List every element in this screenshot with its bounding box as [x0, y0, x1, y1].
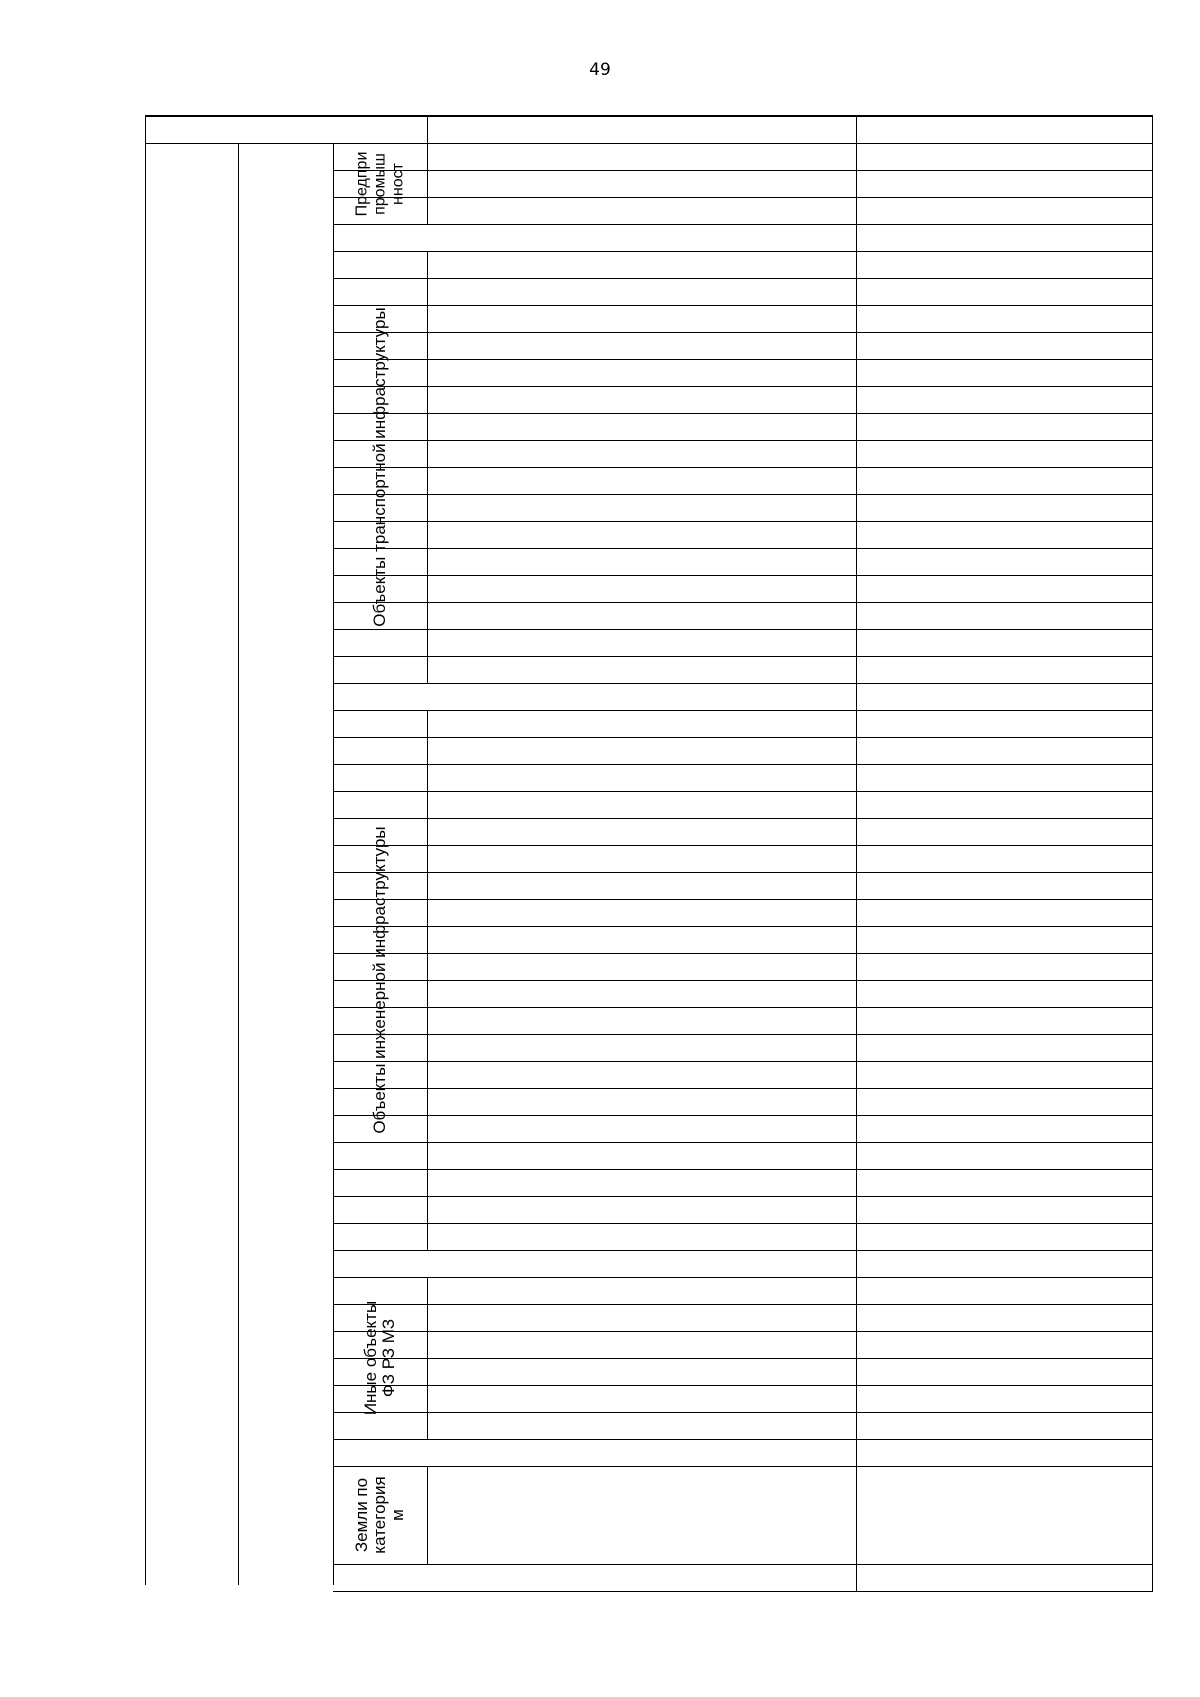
vertical-label-other-objects: Иные объекты ФЗ РЗ МЗ — [361, 1300, 398, 1416]
table-col-left-border — [427, 737, 428, 765]
table-name-cell — [431, 170, 854, 197]
table-name-cell — [431, 521, 854, 548]
table-name-cell — [431, 1223, 854, 1250]
description-cell — [858, 899, 1150, 926]
table-col-left-border — [427, 1331, 428, 1359]
table-col-left-border — [427, 386, 428, 414]
table-name-cell — [431, 251, 854, 278]
table-col-left-border — [427, 629, 428, 657]
description-cell — [858, 683, 1150, 710]
table-col-left-border — [427, 1358, 428, 1386]
description-cell — [858, 1061, 1150, 1088]
description-cell — [858, 1385, 1150, 1412]
table-col-left-border — [427, 1061, 428, 1089]
description-cell — [858, 1564, 1150, 1591]
table-name-cell — [431, 1169, 854, 1196]
description-cell — [858, 467, 1150, 494]
table-col-left-border — [427, 413, 428, 441]
table-col-left-border — [427, 845, 428, 873]
description-cell — [858, 1412, 1150, 1439]
description-cell — [858, 1223, 1150, 1250]
description-cell — [858, 1358, 1150, 1385]
table-col-left-border — [427, 332, 428, 360]
table-name-cell — [431, 1277, 854, 1304]
table-col-left-border — [427, 1007, 428, 1035]
table-col-left-border — [427, 710, 428, 738]
row-border — [333, 1591, 1153, 1592]
table-name-cell — [431, 1304, 854, 1331]
table-name-cell — [431, 1385, 854, 1412]
group-col-divider-1 — [238, 143, 239, 1585]
description-cell — [858, 1115, 1150, 1142]
table-col-left-border — [427, 359, 428, 387]
table-name-cell — [431, 899, 854, 926]
description-cell — [858, 1034, 1150, 1061]
table-col-left-border — [427, 305, 428, 333]
table-name-cell — [431, 1115, 854, 1142]
description-cell — [858, 278, 1150, 305]
table-col-left-border — [427, 764, 428, 792]
vertical-label-lands: Земли по категория м — [352, 1476, 407, 1554]
description-cell — [858, 521, 1150, 548]
description-cell — [858, 980, 1150, 1007]
table-right-border — [1152, 115, 1153, 1592]
table-col-left-border — [427, 1277, 428, 1305]
group-row-label — [337, 1439, 854, 1466]
description-cell — [858, 1169, 1150, 1196]
table-col-left-border — [427, 1223, 428, 1251]
description-cell — [858, 1196, 1150, 1223]
header-table — [427, 117, 856, 144]
description-cell — [858, 413, 1150, 440]
description-cell — [858, 332, 1150, 359]
table-name-cell — [431, 872, 854, 899]
vertical-label-transport: Объекты транспортной инфраструктуры — [370, 307, 389, 627]
description-cell — [858, 494, 1150, 521]
table-name-cell — [431, 467, 854, 494]
table-name-cell — [431, 764, 854, 791]
description-cell — [858, 926, 1150, 953]
group-row-label — [337, 683, 854, 710]
table-col-left-border — [427, 494, 428, 522]
table-name-cell — [431, 278, 854, 305]
table-name-cell — [431, 791, 854, 818]
header-description — [856, 117, 1152, 144]
table-name-cell — [431, 602, 854, 629]
description-cell — [858, 1007, 1150, 1034]
table-name-cell — [431, 386, 854, 413]
table-col-left-border — [427, 575, 428, 603]
description-cell — [858, 845, 1150, 872]
description-cell — [858, 1088, 1150, 1115]
table-col-left-border — [427, 899, 428, 927]
group-row-label — [337, 224, 854, 251]
description-cell — [858, 602, 1150, 629]
description-cell — [858, 1277, 1150, 1304]
group-row-label — [337, 1564, 854, 1591]
table-col-left-border — [427, 602, 428, 630]
group-row-label — [337, 1250, 854, 1277]
table-col-left-border — [427, 278, 428, 306]
description-cell — [858, 872, 1150, 899]
header-divider-table — [427, 115, 428, 143]
table-name-cell — [431, 1142, 854, 1169]
description-cell — [858, 1331, 1150, 1358]
table-name-cell — [431, 440, 854, 467]
table-name-cell — [431, 1034, 854, 1061]
vertical-label-engineering: Объекты инженерной инфраструктуры — [370, 826, 389, 1134]
table-col-left-border — [427, 1304, 428, 1332]
table-col-left-border — [427, 791, 428, 819]
vertical-label-enterprise: Предпри промыш нност — [353, 151, 406, 216]
table-col-left-border — [427, 953, 428, 981]
description-cell — [858, 1304, 1150, 1331]
description-cell — [858, 1250, 1150, 1277]
description-cell — [858, 710, 1150, 737]
table-name-cell — [431, 1007, 854, 1034]
description-cell — [858, 197, 1150, 224]
table-name-cell — [431, 818, 854, 845]
description-cell — [858, 737, 1150, 764]
table-name-cell — [431, 143, 854, 170]
description-cell — [858, 1466, 1150, 1564]
table-name-cell — [431, 629, 854, 656]
table-col-left-border — [427, 251, 428, 279]
table-name-cell — [431, 197, 854, 224]
table-name-cell — [431, 1358, 854, 1385]
table-col-left-border — [427, 1169, 428, 1197]
table-name-cell — [431, 1061, 854, 1088]
table-name-cell — [431, 413, 854, 440]
description-cell — [858, 386, 1150, 413]
table-col-left-border — [427, 1115, 428, 1143]
header-group — [145, 117, 427, 144]
table-name-cell — [431, 1331, 854, 1358]
table-col-left-border — [427, 1142, 428, 1170]
table-col-left-border — [427, 1196, 428, 1224]
table-name-cell — [431, 953, 854, 980]
table-col-left-border — [427, 521, 428, 549]
table-name-cell — [431, 1196, 854, 1223]
description-cell — [858, 548, 1150, 575]
description-cell — [858, 1142, 1150, 1169]
description-cell — [858, 251, 1150, 278]
table-name-cell — [431, 845, 854, 872]
table-col-left-border — [427, 980, 428, 1008]
group-col-left-border — [145, 115, 146, 1585]
description-cell — [858, 143, 1150, 170]
table-col-left-border — [427, 1412, 428, 1440]
table-name-cell — [431, 305, 854, 332]
table-name-cell — [431, 359, 854, 386]
description-cell — [858, 224, 1150, 251]
table-col-left-border — [427, 1088, 428, 1116]
table-name-cell — [431, 494, 854, 521]
description-cell — [858, 170, 1150, 197]
table-col-left-border — [427, 548, 428, 576]
description-cell — [858, 656, 1150, 683]
table-name-cell — [431, 926, 854, 953]
description-cell — [858, 818, 1150, 845]
table-name-cell — [431, 548, 854, 575]
description-col-left-border — [856, 115, 857, 1591]
description-cell — [858, 359, 1150, 386]
table-col-left-border — [427, 1385, 428, 1413]
description-cell — [858, 629, 1150, 656]
table-name-cell — [431, 1088, 854, 1115]
table-col-left-border — [427, 926, 428, 954]
description-cell — [858, 1439, 1150, 1466]
table-name-cell — [431, 332, 854, 359]
table-col-left-border — [427, 467, 428, 495]
table-name-cell — [431, 1412, 854, 1439]
table-name-cell — [431, 1466, 854, 1564]
table-name-cell — [431, 980, 854, 1007]
table-col-left-border — [427, 1466, 428, 1565]
description-cell — [858, 791, 1150, 818]
table-col-left-border — [427, 440, 428, 468]
table-name-cell — [431, 656, 854, 683]
table-name-cell — [431, 710, 854, 737]
table-col-left-border — [427, 1034, 428, 1062]
description-cell — [858, 953, 1150, 980]
description-cell — [858, 440, 1150, 467]
table-col-left-border — [427, 872, 428, 900]
table-name-cell — [431, 575, 854, 602]
table-name-cell — [431, 737, 854, 764]
page-number: 49 — [589, 60, 611, 80]
description-cell — [858, 305, 1150, 332]
table-col-left-border — [427, 656, 428, 684]
description-cell — [858, 764, 1150, 791]
table-col-left-border — [427, 818, 428, 846]
description-cell — [858, 575, 1150, 602]
